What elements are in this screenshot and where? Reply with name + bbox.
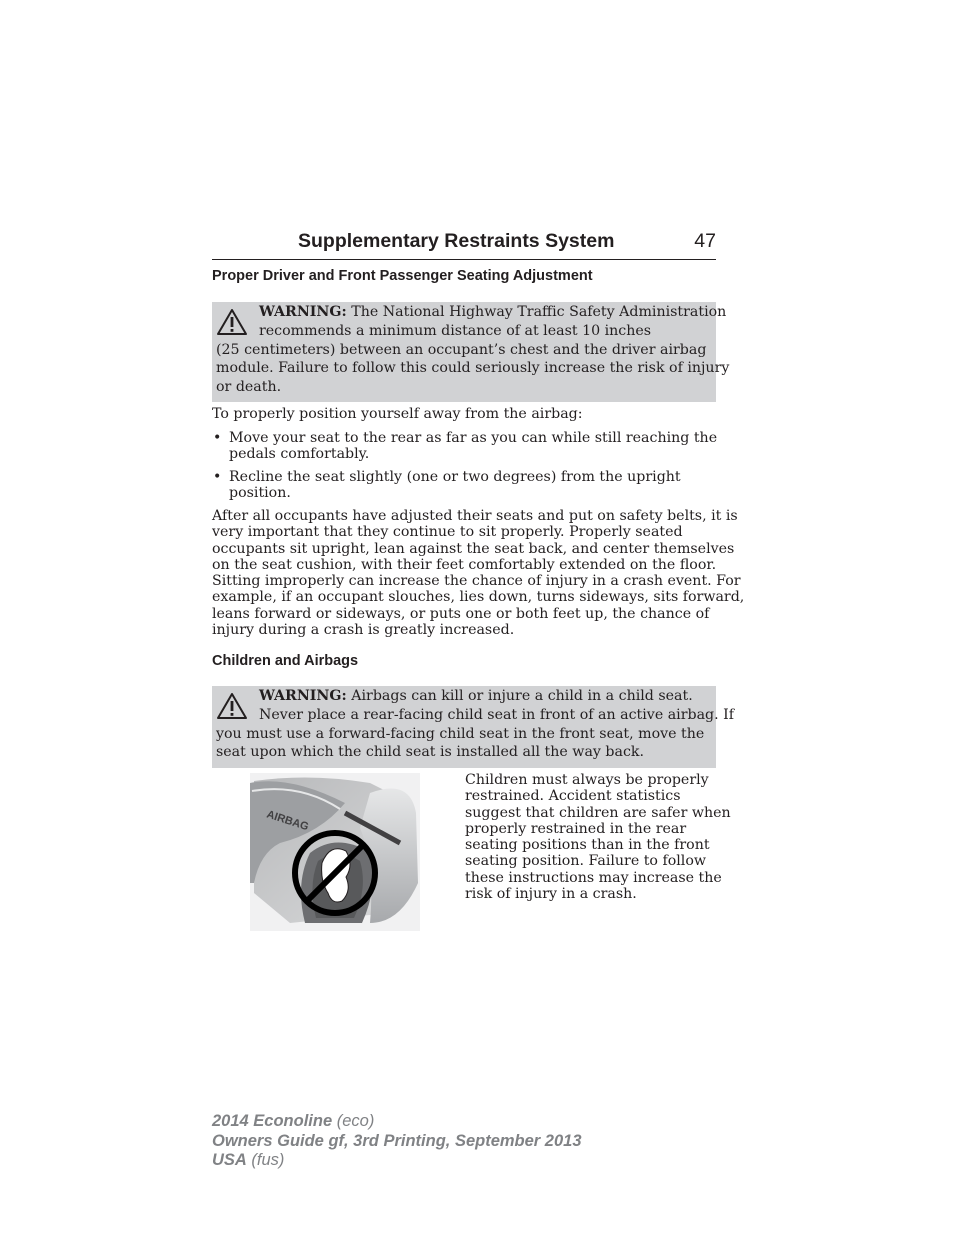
warning-line [216, 303, 727, 322]
side-text-line: restrained. Accident statistics [465, 788, 681, 805]
warning-line: you must use a forward-facing child seat in the front seat, move the [216, 725, 705, 742]
bullet-line: position. [229, 485, 291, 502]
bullet-text [229, 469, 681, 502]
warning-label: WARNING: [259, 304, 347, 320]
footer-line-market [212, 1151, 582, 1171]
warning-triangle-icon [216, 308, 248, 336]
page-footer [212, 1112, 582, 1171]
bullet-item [212, 469, 716, 503]
footer-model: 2014 Econoline [212, 1112, 333, 1130]
airbag-label-text: AIRBAG [265, 808, 311, 834]
side-text-line: risk of injury in a crash. [465, 886, 637, 903]
footer-line-guide [212, 1132, 582, 1152]
footer-model-code: (eco) [332, 1112, 375, 1130]
intro-text: To properly position yourself away from the airbag: [212, 406, 583, 422]
children-restraint-text [465, 772, 731, 903]
paragraph-line: on the seat cushion, with their feet comfortably extended on the floor. [212, 556, 717, 573]
side-text-line: seating positions than in the front [465, 837, 710, 854]
bullet-line: pedals comfortably. [229, 446, 370, 463]
warning-line [216, 687, 710, 706]
warning-line: (25 centimeters) between an occupant’s chest and the driver airbag [216, 341, 707, 358]
children-airbags-heading: Children and Airbags [212, 653, 359, 669]
side-text-line: seating position. Failure to follow [465, 853, 707, 870]
warning-triangle-icon [216, 692, 248, 720]
footer-line-model [212, 1112, 582, 1132]
warning-text: The National Highway Traffic Safety Administration [351, 304, 727, 320]
warning-line: seat upon which the child seat is installed all the way back. [216, 744, 645, 761]
bullet-text [229, 430, 717, 463]
bullet-line: Recline the seat slightly (one or two degrees) from the upright [229, 469, 681, 485]
bullet-dot: • [213, 430, 222, 446]
side-text-line: suggest that children are safer when [465, 804, 731, 821]
seating-adjustment-heading: Proper Driver and Front Passenger Seating Adjustment [212, 268, 593, 284]
warning-label: WARNING: [259, 688, 347, 704]
footer-guide: Owners Guide gf, 3rd Printing, September 2013 [212, 1131, 582, 1150]
child-seat-warning [212, 686, 734, 768]
footer-market-code: (fus) [246, 1151, 285, 1169]
paragraph-line: injury during a crash is greatly increased. [212, 622, 515, 639]
paragraph-line: leans forward or sideways, or puts one or both feet up, the chance of [212, 605, 710, 622]
side-text-line: properly restrained in the rear [465, 820, 687, 837]
warning-line: module. Failure to follow this could seriously increase the risk of injury [216, 360, 730, 377]
page-header [212, 228, 716, 260]
warning-text: Airbags can kill or injure a child in a child seat. [351, 688, 693, 704]
airbag-distance-warning [212, 302, 730, 402]
page-number: 47 [694, 230, 716, 252]
paragraph-line: very important that they continue to sit properly. Properly seated [212, 524, 683, 541]
warning-line: Never place a rear-facing child seat in front of an active airbag. If [259, 706, 734, 723]
paragraph-line: Sitting improperly can increase the chance of injury in a crash event. For [212, 573, 741, 590]
section-title: Supplementary Restraints System [298, 230, 615, 252]
warning-line: or death. [216, 379, 282, 396]
bullet-dot: • [213, 469, 222, 485]
bullet-line: Move your seat to the rear as far as you can while still reaching the [229, 430, 718, 446]
bullet-item [212, 430, 716, 464]
paragraph-line: occupants sit upright, lean against the seat back, and center themselves [212, 540, 735, 557]
seating-paragraph [212, 508, 745, 639]
footer-market: USA [212, 1151, 247, 1169]
side-text-line: these instructions may increase the [465, 869, 722, 886]
paragraph-line: example, if an occupant slouches, lies down, turns sideways, sits forward, [212, 589, 745, 606]
paragraph-line: After all occupants have adjusted their seats and put on safety belts, it is [212, 508, 738, 524]
no-child-seat-airbag-illustration [250, 773, 420, 931]
side-text-line: Children must always be properly [465, 772, 709, 788]
warning-line: recommends a minimum distance of at least 10 inches [259, 322, 652, 339]
